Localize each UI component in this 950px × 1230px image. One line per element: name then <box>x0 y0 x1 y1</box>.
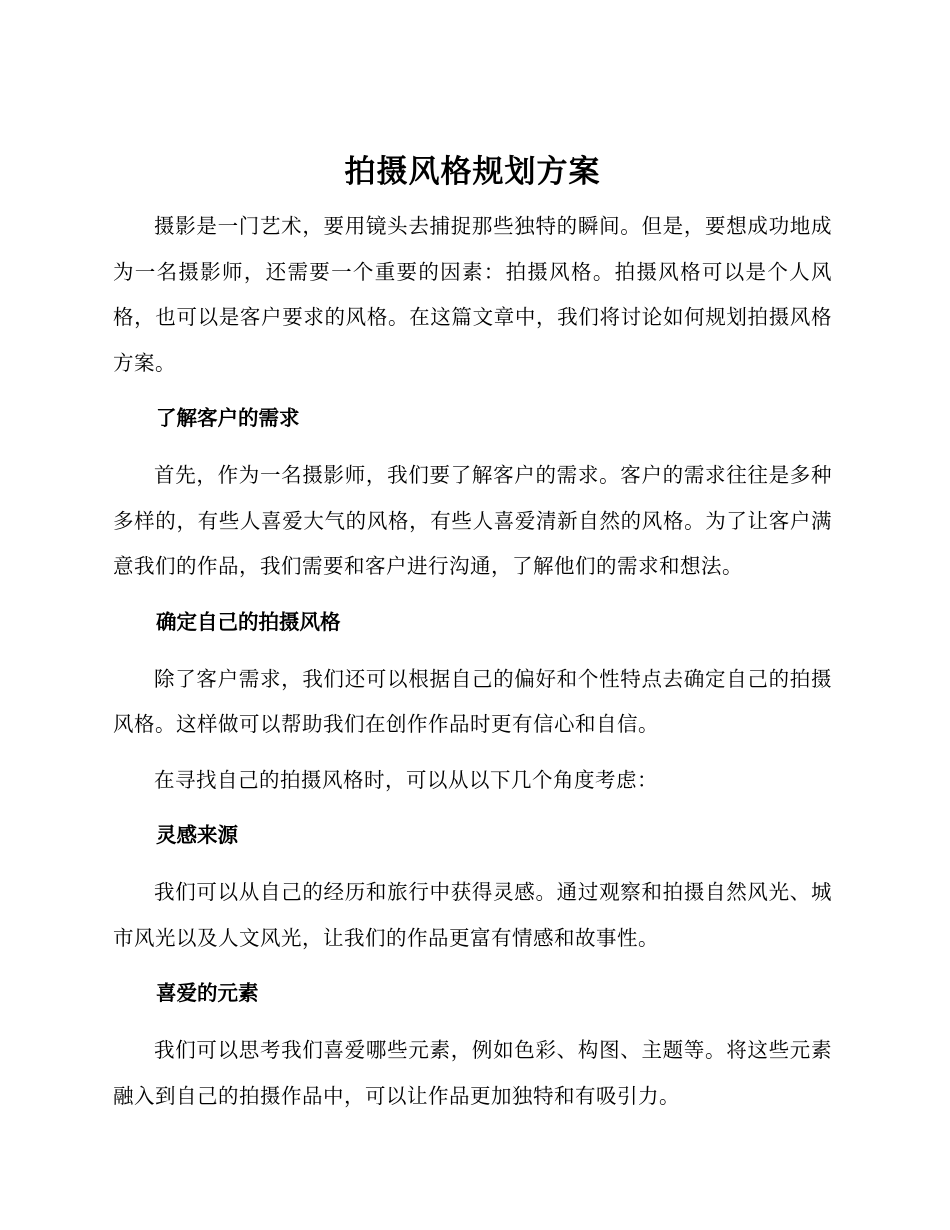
section-heading-inspiration: 灵感来源 <box>156 823 238 847</box>
own-style-paragraph: 除了客户需求，我们还可以根据自己的偏好和个性特点去确定自己的拍摄风格。这样做可以帮助我们在创作作品时更有信心和自信。 <box>113 666 832 736</box>
section-heading-client-needs: 了解客户的需求 <box>156 406 300 430</box>
client-needs-paragraph: 首先，作为一名摄影师，我们要了解客户的需求。客户的需求往往是多种多样的，有些人喜爱大气的风格，有些人喜爱清新自然的风格。为了让客户满意我们的作品，我们需要和客户进行沟通，了解他们的需求和想法。 <box>113 463 832 578</box>
section-heading-favorite-elements: 喜爱的元素 <box>156 981 259 1005</box>
intro-paragraph: 摄影是一门艺术，要用镜头去捕捉那些独特的瞬间。但是，要想成功地成为一名摄影师，还需要一个重要的因素：拍摄风格。拍摄风格可以是个人风格，也可以是客户要求的风格。在这篇文章中，我们将讨论如何规划拍摄风格方案。 <box>113 214 832 375</box>
document-title: 拍摄风格规划方案 <box>344 154 601 190</box>
angles-intro-paragraph: 在寻找自己的拍摄风格时，可以从以下几个角度考虑： <box>154 767 658 792</box>
favorite-elements-paragraph: 我们可以思考我们喜爱哪些元素，例如色彩、构图、主题等。将这些元素融入到自己的拍摄作品中，可以让作品更加独特和有吸引力。 <box>113 1038 832 1108</box>
document-body <box>113 150 832 1129</box>
section-heading-own-style: 确定自己的拍摄风格 <box>156 609 341 634</box>
inspiration-paragraph: 我们可以从自己的经历和旅行中获得灵感。通过观察和拍摄自然风光、城市风光以及人文风光，让我们的作品更富有情感和故事性。 <box>113 880 832 950</box>
